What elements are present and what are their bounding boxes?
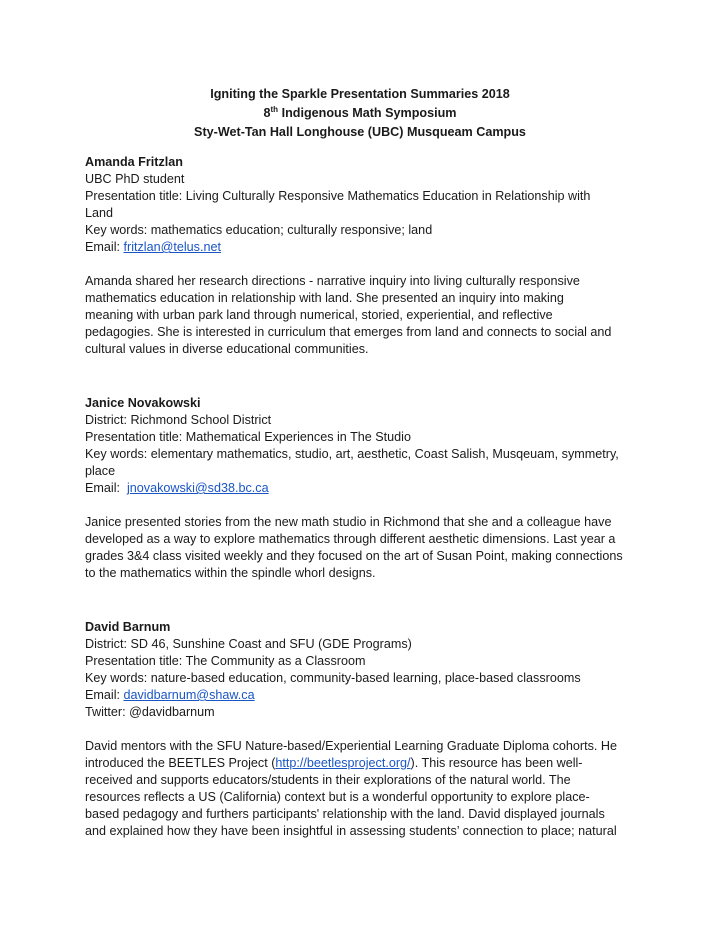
summary-line: Amanda shared her research directions - narrative inquiry into living culturally responsive bbox=[85, 274, 580, 288]
presenter-name: Janice Novakowski bbox=[85, 396, 201, 410]
summary-line: resources reflects a US (California) context but is a wonderful opportunity to explore place- bbox=[85, 790, 590, 804]
email-link[interactable]: davidbarnum@shaw.ca bbox=[123, 688, 255, 702]
summary-line: pedagogies. She is interested in curriculum that emerges from land and connects to social and bbox=[85, 325, 612, 339]
email-line bbox=[85, 239, 640, 256]
summary-line: meaning with urban park land through numerical, storied, experiential, and reflective bbox=[85, 308, 553, 322]
entry-david-barnum bbox=[85, 619, 640, 840]
summary bbox=[85, 514, 640, 582]
header-symposium bbox=[0, 104, 720, 123]
email-label: Email: bbox=[85, 688, 124, 702]
presentation-title: Presentation title: The Community as a Classroom bbox=[85, 654, 366, 668]
keywords: Key words: nature-based education, community-based learning, place-based classrooms bbox=[85, 671, 581, 685]
summary-line bbox=[85, 755, 640, 772]
email-line bbox=[85, 480, 640, 497]
summary-line: based pedagogy and furthers participants' relationship with the land. David displayed journals bbox=[85, 807, 605, 821]
email-label: Email: bbox=[85, 481, 127, 495]
presentation-title-cont: Land bbox=[85, 206, 114, 220]
summary-text: introduced the BEETLES Project ( bbox=[85, 756, 276, 770]
keywords: Key words: mathematics education; culturally responsive; land bbox=[85, 223, 433, 237]
entry-amanda-fritzlan bbox=[85, 154, 640, 358]
header-title: Igniting the Sparkle Presentation Summaries 2018 bbox=[210, 87, 510, 101]
summary-line: Janice presented stories from the new math studio in Richmond that she and a colleague have bbox=[85, 515, 612, 529]
summary-line: and explained how they have been insightful in assessing students’ connection to place; natural bbox=[85, 824, 617, 838]
summary-line: to the mathematics within the spindle whorl designs. bbox=[85, 566, 376, 580]
beetles-project-link[interactable]: http://beetlesproject.org/ bbox=[275, 756, 411, 770]
symposium-number: 8 bbox=[263, 106, 271, 120]
summary bbox=[85, 738, 640, 840]
email-link[interactable]: jnovakowski@sd38.bc.ca bbox=[127, 481, 269, 495]
summary-line: grades 3&4 class visited weekly and they focused on the art of Susan Point, making connections bbox=[85, 549, 623, 563]
summary-text: ). This resource has been well- bbox=[410, 756, 583, 770]
entry-janice-novakowski bbox=[85, 395, 640, 582]
summary-line: cultural values in diverse educational communities. bbox=[85, 342, 369, 356]
presenter-district: District: Richmond School District bbox=[85, 413, 272, 427]
summary-line: received and supports educators/students in their explorations of the natural world. The bbox=[85, 773, 571, 787]
presenter-district: District: SD 46, Sunshine Coast and SFU (GDE Programs) bbox=[85, 637, 412, 651]
summary-line: David mentors with the SFU Nature-based/Experiential Learning Graduate Diploma cohorts. He bbox=[85, 739, 617, 753]
email-line bbox=[85, 687, 640, 704]
summary bbox=[85, 273, 640, 358]
twitter-handle: Twitter: @davidbarnum bbox=[85, 705, 215, 719]
keywords: Key words: elementary mathematics, studio, art, aesthetic, Coast Salish, Musqeuam, symmetry, bbox=[85, 447, 619, 461]
summary-line: mathematics education in relationship with land. She presented an inquiry into making bbox=[85, 291, 564, 305]
presentation-title: Presentation title: Mathematical Experiences in The Studio bbox=[85, 430, 411, 444]
email-link[interactable]: fritzlan@telus.net bbox=[123, 240, 221, 254]
symposium-ordinal: th bbox=[270, 104, 279, 114]
document-header bbox=[0, 85, 720, 142]
keywords-cont: place bbox=[85, 464, 116, 478]
presenter-name: David Barnum bbox=[85, 620, 171, 634]
presenter-name: Amanda Fritzlan bbox=[85, 155, 183, 169]
symposium-name: Indigenous Math Symposium bbox=[278, 106, 457, 120]
email-label: Email: bbox=[85, 240, 124, 254]
presentation-title: Presentation title: Living Culturally Responsive Mathematics Education in Relationship with bbox=[85, 189, 591, 203]
summary-line: developed as a way to explore mathematics through different aesthetic dimensions. Last year a bbox=[85, 532, 616, 546]
header-venue: Sty-Wet-Tan Hall Longhouse (UBC) Musqueam Campus bbox=[194, 125, 526, 139]
presenter-role: UBC PhD student bbox=[85, 172, 185, 186]
